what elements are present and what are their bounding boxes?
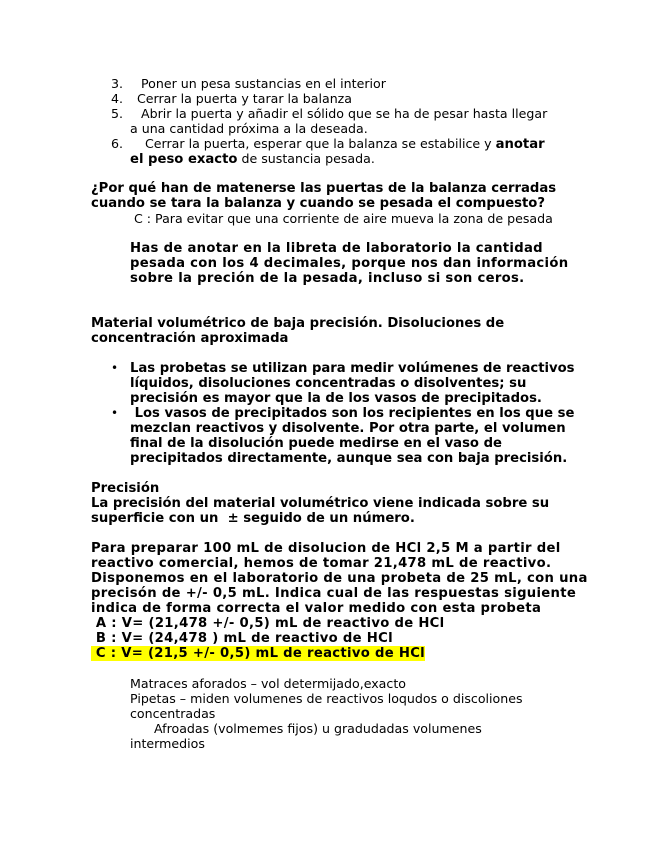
step-5-continuation: a una cantidad próxima a la deseada. — [130, 121, 368, 136]
bullet-line: precipitados directamente, aunque sea con baja precisión. — [130, 451, 568, 466]
step-text: Cerrar la puerta, esperar que la balanza se estabilice y — [145, 136, 496, 151]
note-line: sobre la preción de la pesada, incluso si son ceros. — [130, 271, 525, 286]
step-4 — [111, 91, 352, 106]
notes-line: Pipetas – miden volumenes de reactivos loqudos o discoliones — [130, 691, 523, 706]
step-number: 5. — [111, 106, 124, 121]
precision-title: Precisión — [91, 481, 160, 496]
note-line: Has de anotar en la libreta de laboratorio la cantidad — [130, 241, 543, 256]
problem-line: Para preparar 100 mL de disolucion de HCl 2,5 M a partir del — [91, 541, 561, 556]
bullet-icon: • — [111, 361, 119, 375]
step-text: de sustancia pesada. — [237, 151, 375, 166]
problem-line: indica de forma correcta el valor medido con esta probeta — [91, 601, 542, 616]
notes-line: intermedios — [130, 736, 205, 751]
question-answer: C : Para evitar que una corriente de aire mueva la zona de pesada — [134, 211, 553, 226]
section-heading: concentración aproximada — [91, 331, 289, 346]
notes-line: concentradas — [130, 706, 216, 721]
step-number: 6. — [111, 136, 124, 151]
bullet-line: final de la disolución puede medirse en el vaso de — [130, 436, 502, 451]
step-bold-text: el peso exacto — [130, 152, 238, 167]
step-number: 4. — [111, 91, 124, 106]
notes-line: Afroadas (volmemes fijos) u gradudadas volumenes — [154, 721, 482, 736]
notes-line: Matraces aforados – vol determijado,exacto — [130, 676, 406, 691]
note-line: pesada con los 4 decimales, porque nos dan información — [130, 256, 569, 271]
step-text: Cerrar la puerta y tarar la balanza — [137, 91, 352, 106]
bullet-icon: • — [111, 406, 119, 420]
step-6 — [111, 136, 545, 152]
question-line: ¿Por qué han de matenerse las puertas de la balanza cerradas — [91, 181, 557, 196]
problem-line: precisón de +/- 0,5 mL. Indica cual de las respuestas siguiente — [91, 586, 577, 601]
step-number: 3. — [111, 76, 124, 91]
option-b: B : V= (24,478 ) mL de reactivo de HCl — [91, 631, 393, 646]
step-text: Abrir la puerta y añadir el sólido que se ha de pesar hasta llegar — [141, 106, 548, 121]
problem-line: reactivo comercial, hemos de tomar 21,478 mL de reactivo. — [91, 556, 552, 571]
section-heading: Material volumétrico de baja precisión. Disoluciones de — [91, 316, 505, 331]
step-bold-text: anotar — [495, 137, 545, 152]
option-a: A : V= (21,478 +/- 0,5) mL de reactivo de HCl — [91, 616, 445, 631]
step-5 — [111, 106, 547, 121]
bullet-line: Las probetas se utilizan para medir volúmenes de reactivos — [130, 361, 575, 376]
step-text: Poner un pesa sustancias en el interior — [141, 76, 386, 91]
bullet-line: mezclan reactivos y disolvente. Por otra parte, el volumen — [130, 421, 566, 436]
question-line: cuando se tara la balanza y cuando se pesada el compuesto? — [91, 196, 546, 211]
option-c-highlighted: C : V= (21,5 +/- 0,5) mL de reactivo de HCl — [91, 646, 425, 661]
bullet-line: Los vasos de precipitados son los recipientes en los que se — [130, 406, 575, 421]
bullet-line: precisión es mayor que la de los vasos de precipitados. — [130, 391, 542, 406]
step-6-continuation — [130, 151, 375, 167]
bullet-line: líquidos, disoluciones concentradas o disolventes; su — [130, 376, 527, 391]
problem-line: Disponemos en el laboratorio de una probeta de 25 mL, con una — [91, 571, 588, 586]
precision-line: La precisión del material volumétrico viene indicada sobre su — [91, 496, 550, 511]
precision-line: superficie con un ± seguido de un número. — [91, 511, 415, 526]
step-3 — [111, 76, 386, 91]
